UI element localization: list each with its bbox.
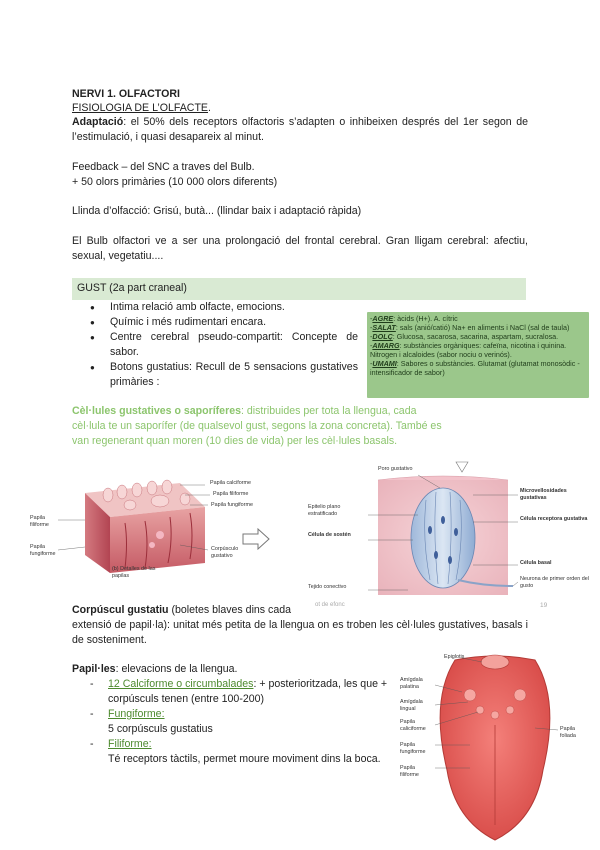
corpuscul-label: Corpúscul gustatiu bbox=[72, 604, 169, 616]
papilla-text: Té receptors tàctils, permet moure moviment dins la boca. bbox=[108, 753, 381, 765]
papilles-label: Papil·les bbox=[72, 663, 116, 675]
papilla-item: - Filiforme: Té receptors tàctils, permet moure moviment dins la boca. bbox=[90, 738, 381, 765]
gust-header-band bbox=[72, 278, 526, 300]
tongue-label-left: Amígdala palatina bbox=[400, 677, 423, 690]
fig1-caption: (b) Detalles de las papilas bbox=[112, 566, 156, 579]
gust-bullet: ● Botons gustatius: Recull de 5 sensacions gustatives primàries : bbox=[90, 360, 358, 390]
papilles-list bbox=[90, 677, 400, 767]
flavor-name: AGRE bbox=[372, 314, 394, 323]
tongue-label-left: Papila fungiforme bbox=[400, 742, 426, 755]
flavor-text: substàncies orgàniques: cafeïna, nicotina i quinina. Nitrogen i alcaloides (sabor nociu o verinós). bbox=[370, 341, 567, 359]
tongue-label-left: Papila caliciforme bbox=[400, 719, 426, 732]
corpuscul-line2: extensió de papil·la): unitat més petita de la llengua on es troben les cèl·lules gustatives, basals i de sosteniment. bbox=[72, 619, 528, 646]
fig1-label: Papila calciforme bbox=[210, 480, 252, 486]
fig2-label-left: Epitelio plano estratificado bbox=[308, 504, 341, 517]
cellules-text: : distribuides per tota la llengua, cada cèl·lula te un saporífer (de qualsevol gust, segons la zona concreta). També es van regenerant quan moren (10 dies de vida) per les cèl·lules basals. bbox=[72, 405, 442, 447]
tongue-label-left: Amígdala lingual bbox=[400, 699, 423, 712]
corpuscul-text1: (boletes blaves dins cada bbox=[168, 604, 292, 616]
tongue-label-top: Epiglotis bbox=[444, 654, 465, 660]
tongue-figure bbox=[400, 650, 590, 845]
flavor-umami: -UMAMI: Sabores o substàncies. Glutamat (glutamat monosòdic - intensificador de sabor) bbox=[370, 359, 580, 377]
flavor-text: Glucosa, sacarosa, sacarina, aspartam, sucralosa. bbox=[394, 332, 559, 341]
papilla-text: 5 corpúsculs gustatius bbox=[108, 723, 213, 735]
papilla-item: - 12 Calciforme o circumbalades: + posterioritzada, les que + corpúsculs tenen (entre 100-200) bbox=[90, 678, 388, 705]
fig2-label-top: Poro gustativo bbox=[378, 466, 413, 472]
fig2-label-right: Neurona de primer orden del gusto bbox=[520, 576, 589, 589]
fig1-label: Papila fungiforme bbox=[30, 544, 56, 557]
tongue-label-right: Papila foliada bbox=[560, 726, 576, 739]
fig2-footer-left: ot de efonc bbox=[315, 602, 345, 608]
flavor-agre: -AGRE: àcids (H+). A. cítric bbox=[370, 314, 458, 323]
flavor-text: sals (anió/catió) Na+ en aliments i NaCl (sal de taula) bbox=[397, 323, 570, 332]
gust-bullet: ● Centre cerebral pseudo-compartit: Concepte de sabor. bbox=[90, 330, 358, 360]
document-title: NERVI 1. OLFACTORI bbox=[72, 88, 180, 100]
arrow-right-icon bbox=[242, 528, 270, 550]
cellules-label: Cèl·lules gustatives o saporíferes bbox=[72, 405, 241, 417]
papillae-figure bbox=[30, 465, 270, 585]
papilles-heading bbox=[72, 662, 238, 677]
flavor-text: àcids (H+). A. cítric bbox=[395, 314, 458, 323]
fig2-label-left: Tejido conectivo bbox=[308, 584, 347, 590]
taste-bud-figure bbox=[308, 460, 593, 605]
fig1-label: Papila filiforme bbox=[213, 491, 249, 497]
gust-header: GUST (2a part craneal) bbox=[77, 282, 187, 294]
flavor-name: SALAT bbox=[372, 323, 396, 332]
fig1-label: Papila filiforme bbox=[30, 515, 49, 528]
gust-bullet: ● Químic i més rudimentari encara. bbox=[90, 315, 358, 330]
papilla-link[interactable]: Filiforme: bbox=[108, 738, 152, 750]
papilles-text: : elevacions de la llengua. bbox=[115, 663, 238, 675]
fig2-label-right: Microvellosidades gustativas bbox=[520, 488, 567, 501]
flavor-name: UMAMI bbox=[372, 359, 397, 368]
fig1-label: Corpúsculo gustativo bbox=[211, 546, 239, 559]
gust-bullet-list bbox=[90, 300, 358, 390]
fig2-label-right: Célula receptora gustativa bbox=[520, 516, 588, 522]
llinda-line: Llinda d’olfacció: Grisú, butà... (llindar baix i adaptació ràpida) bbox=[72, 205, 362, 217]
cellules-paragraph bbox=[72, 404, 452, 449]
section-subtitle bbox=[72, 101, 211, 116]
flavor-name: AMARG bbox=[372, 341, 400, 350]
fig2-label-right: Célula basal bbox=[520, 560, 552, 566]
bulb-paragraph: El Bulb olfactori ve a ser una prolongació del frontal cerebral. Gran lligam cerebral: afectiu, sexual, vegetatiu.... bbox=[72, 235, 528, 262]
papilla-link[interactable]: 12 Calciforme o circumbalades bbox=[108, 678, 254, 690]
subtitle-dot: . bbox=[208, 102, 211, 114]
papilla-item: - Fungiforme: 5 corpúsculs gustatius bbox=[90, 708, 213, 735]
olors-line: + 50 olors primàries (10 000 olors diferents) bbox=[72, 176, 278, 188]
flavor-salat: -SALAT: sals (anió/catió) Na+ en aliments i NaCl (sal de taula) bbox=[370, 323, 570, 332]
papilla-link[interactable]: Fungiforme: bbox=[108, 708, 165, 720]
feedback-line: Feedback – del SNC a traves del Bulb. bbox=[72, 161, 255, 173]
tongue-label-left: Papila filiforme bbox=[400, 765, 419, 778]
corpuscul-line1 bbox=[72, 603, 291, 618]
fig1-label: Papila fungiforme bbox=[211, 502, 253, 508]
page-number: 19 bbox=[540, 602, 548, 609]
flavor-name: DOLÇ bbox=[372, 332, 393, 341]
adaptacio-paragraph bbox=[72, 115, 528, 145]
fig2-label-left: Célula de sostén bbox=[308, 532, 351, 538]
adaptacio-text: : el 50% dels receptors olfactoris s’adapten o inhibeixen després del 1er segon de l’estimulació, i quasi desapareix al minut. bbox=[72, 116, 528, 143]
gust-bullet: ● Intima relació amb olfacte, emocions. bbox=[90, 300, 358, 315]
flavors-box bbox=[367, 312, 589, 398]
papilla-text: : + posterioritzada, les que + corpúsculs tenen (entre 100-200) bbox=[108, 678, 388, 705]
subtitle-text: FISIOLOGIA DE L’OLFACTE bbox=[72, 102, 208, 114]
flavor-text: Sabores o substàncies. Glutamat (glutamat monosòdic - intensificador de sabor) bbox=[370, 359, 580, 377]
adaptacio-label: Adaptació bbox=[72, 116, 124, 128]
flavor-dolc: -DOLÇ: Glucosa, sacarosa, sacarina, aspartam, sucralosa. bbox=[370, 332, 559, 341]
flavor-amarg: -AMARG: substàncies orgàniques: cafeïna, nicotina i quinina. Nitrogen i alcaloides (sabor nociu o verinós). bbox=[370, 341, 567, 359]
